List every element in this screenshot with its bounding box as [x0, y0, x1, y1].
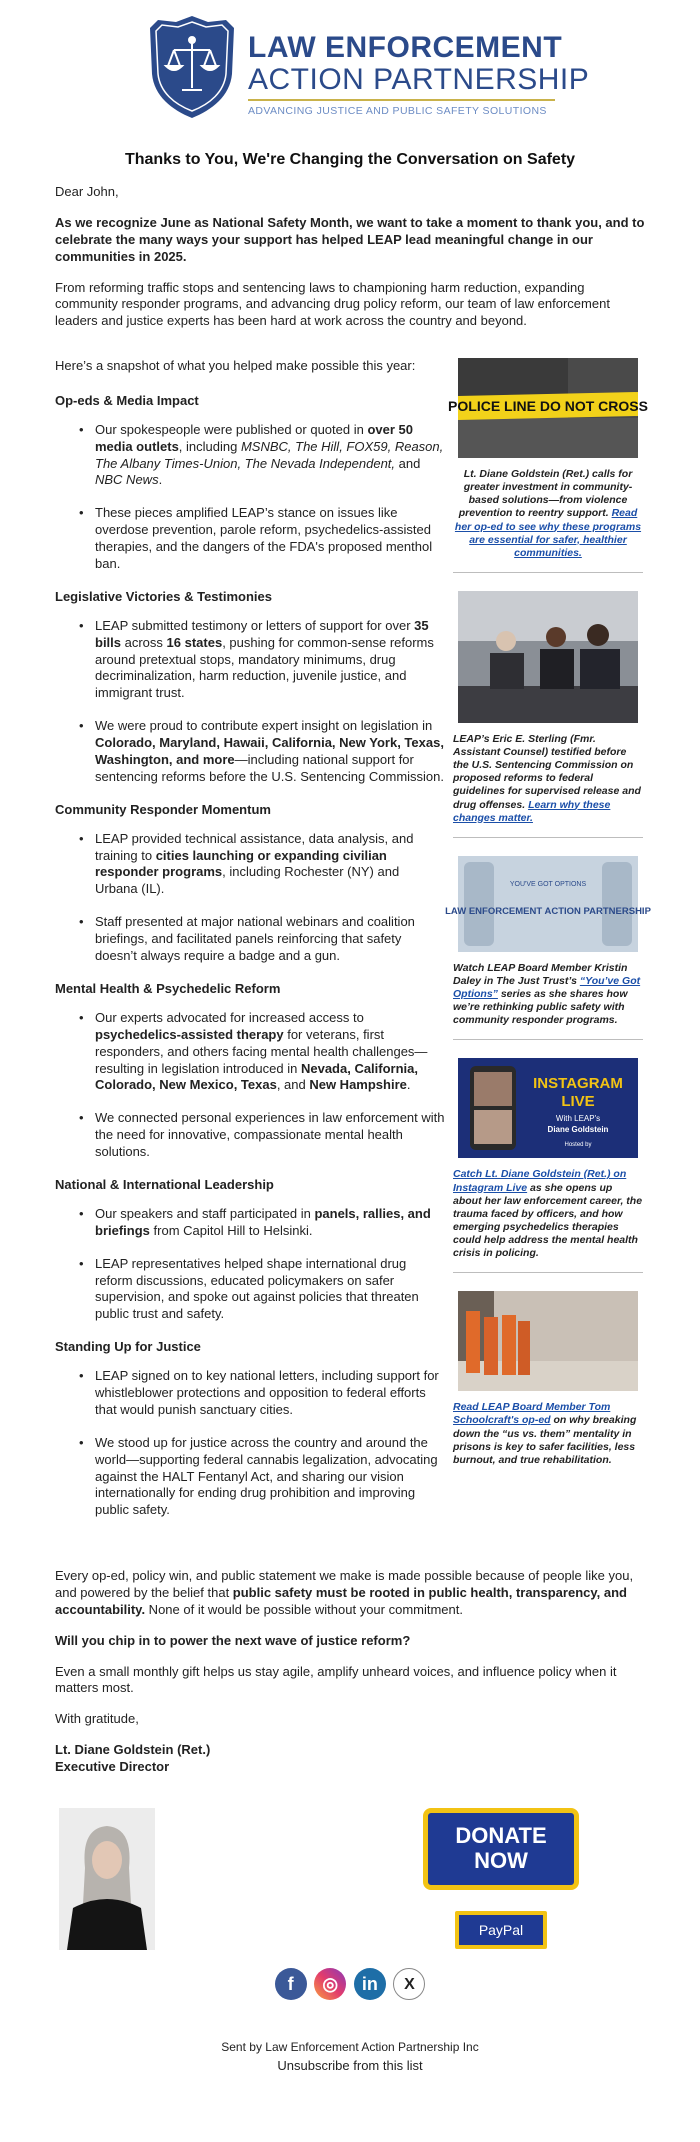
- intro-bold: As we recognize June as National Safety Month, we want to take a moment to thank you, and to celebrate the many ways your support has helped LEAP lead meaningful change in our communities in 2025.: [55, 214, 645, 264]
- text: .: [406, 1077, 411, 1093]
- unsubscribe-link[interactable]: Unsubscribe from this list: [277, 2058, 423, 2073]
- caption-text: Watch LEAP Board Member Kristin Daley in The Just Trust’s: [453, 961, 628, 987]
- intro-section: [55, 184, 650, 344]
- list-item: [55, 1206, 445, 1240]
- list-item: [55, 422, 445, 490]
- section-title-community: Community Responder Momentum: [55, 801, 271, 817]
- closing-section: [55, 1568, 650, 1776]
- donation-ask: Will you chip in to power the next wave of justice reform?: [55, 1632, 411, 1648]
- police-tape-text: POLICE LINE DO NOT CROSS: [448, 398, 648, 414]
- intro-paragraph: From reforming traffic stops and sentencing laws to championing harm reduction, expanding community responder programs, and advancing drug policy reform, our team of law enforcement leaders and justice experts has been hard at work across the country and beyond.: [55, 279, 610, 329]
- logo-line1: LAW ENFORCEMENT: [248, 31, 563, 64]
- police-tape-image[interactable]: [448, 358, 648, 458]
- text-bold: panels, rallies, and briefings: [95, 1205, 431, 1238]
- sidebar-item-oped: [448, 358, 648, 573]
- caption-text: as she opens up about her law enforcement career, the trauma faced by officers, and how emerging psychedelics therapies could help address the mental health crisis in policing.: [453, 1181, 643, 1260]
- list-item: • These pieces amplified LEAP’s stance on issues like overdose prevention, parole reform, psychedelics-assisted therapies, and the dangers of the FDA's proposed menthol ban.: [55, 505, 445, 573]
- list-item: • LEAP signed on to key national letters, including support for whistleblower protections and opposition to federal efforts that would punish sanctuary cities.: [55, 1368, 445, 1419]
- legislative-list: [55, 618, 445, 786]
- instagram-host: Hosted by: [564, 1142, 592, 1149]
- instagram-live-image[interactable]: [458, 1058, 638, 1158]
- shield-icon: [148, 14, 236, 120]
- video-subtitle: YOU'VE GOT OPTIONS: [509, 880, 587, 888]
- closing-paragraph: [55, 1568, 650, 1619]
- oped-list: [55, 422, 445, 573]
- snapshot-text: Here’s a snapshot of what you helped make possible this year:: [55, 358, 416, 373]
- caption-text: Lt. Diane Goldstein (Ret.) calls for greater investment in community-based solutions—from violence prevention to reentry support.: [458, 468, 633, 520]
- list-item: [55, 1010, 445, 1094]
- donate-line2: NOW: [474, 1848, 528, 1874]
- text-bold: 35 bills: [95, 617, 429, 650]
- instagram-title1: INSTAGRAM: [533, 1075, 623, 1093]
- text: and: [395, 455, 421, 471]
- text: LEAP submitted testimony or letters of support for over: [95, 617, 415, 633]
- testimony-link[interactable]: Learn why these changes matter.: [453, 798, 611, 824]
- national-list: [55, 1206, 445, 1323]
- sidebar-item-video: [445, 856, 651, 1041]
- list-item: • We stood up for justice across the country and around the world—supporting federal cannabis legalization, advocating against the HALT Fentanyl Act, and sharing our vision internationally for ending drug prohibition and improving public safety.: [55, 1435, 445, 1519]
- x-icon[interactable]: X: [393, 1968, 425, 2000]
- caption-text: series as she shares how we’re rethinking public safety with community responder programs.: [453, 988, 628, 1027]
- caption-instagram: [453, 1168, 643, 1260]
- text: across: [121, 634, 167, 650]
- list-item: [55, 831, 445, 899]
- text: None of it would be possible without your commitment.: [145, 1601, 463, 1617]
- testimony-photo[interactable]: [458, 591, 638, 723]
- instagram-sub2: Diane Goldstein: [547, 1125, 609, 1135]
- social-links: [0, 1968, 700, 2002]
- page-title: Thanks to You, We're Changing the Conversation on Safety: [124, 151, 576, 168]
- instagram-title2: LIVE: [561, 1093, 595, 1111]
- list-item: • Staff presented at major national webinars and coalition briefings, and facilitated panels reinforcing that safety doesn’t always require a badge and a gun.: [55, 914, 445, 965]
- prison-photo[interactable]: [458, 1291, 638, 1391]
- text-italic: NBC News: [95, 472, 159, 488]
- sidebar-item-prison: [453, 1291, 643, 1467]
- section-title-justice: Standing Up for Justice: [55, 1339, 201, 1355]
- text: , including Rochester (NY) and Urbana (IL).: [95, 864, 400, 897]
- instagram-icon[interactable]: ◎: [314, 1968, 346, 2000]
- leap-logo: [148, 14, 590, 124]
- logo-tagline: ADVANCING JUSTICE AND PUBLIC SAFETY SOLUTIONS: [248, 105, 547, 117]
- justice-list: [55, 1368, 445, 1519]
- text: LEAP provided technical assistance, data analysis, and training to: [95, 830, 414, 863]
- section-title-oped: Op-eds & Media Impact: [55, 392, 199, 408]
- prison-oped-link[interactable]: Read LEAP Board Member Tom Schoolcraft's op-ed: [453, 1401, 611, 1427]
- logo-divider: [248, 99, 555, 101]
- monthly-gift-text: Even a small monthly gift helps us stay agile, amplify unheard voices, and influence policy when it matters most.: [55, 1663, 617, 1696]
- section-title-mental-health: Mental Health & Psychedelic Reform: [55, 980, 281, 996]
- text: Our speakers and staff participated in: [95, 1205, 315, 1221]
- youve-got-options-image[interactable]: [445, 856, 651, 952]
- caption-text: LEAP’s Eric E. Sterling (Fmr. Assistant Counsel) testified before the U.S. Sentencing Commission on proposed reforms to federal guidelines for supervised release and drug offenses.: [453, 732, 641, 811]
- video-link[interactable]: “You’ve Got Options”: [453, 974, 641, 1000]
- video-title: LAW ENFORCEMENT ACTION PARTNERSHIP: [445, 905, 651, 917]
- divider: [453, 1272, 643, 1273]
- text: Our spokespeople were published or quoted in: [95, 421, 368, 437]
- logo-line2: ACTION PARTNERSHIP: [248, 63, 590, 96]
- executive-director-portrait: [59, 1808, 155, 1950]
- mental-health-list: [55, 1010, 445, 1161]
- text-bold: cities launching or expanding civilian responder programs: [95, 847, 387, 880]
- text: , and: [276, 1077, 310, 1093]
- text: —including national support for sentencing reforms before the U.S. Sentencing Commission.: [95, 752, 445, 784]
- facebook-icon[interactable]: f: [275, 1968, 307, 2000]
- text-bold: 16 states: [166, 634, 223, 650]
- divider: [453, 1039, 643, 1040]
- text: Our experts advocated for increased access to: [95, 1009, 364, 1025]
- list-item: • LEAP representatives helped shape international drug reform discussions, educated policymakers on safer supervision, and spoke out against policies that threaten public trust and safety.: [55, 1256, 445, 1324]
- instagram-sub1: With LEAP's: [555, 1114, 601, 1124]
- paypal-button[interactable]: PayPal: [455, 1911, 547, 1949]
- text-bold: over 50 media outlets: [95, 421, 414, 454]
- text: Every op-ed, policy win, and public statement we make is made possible because of people like you, and powered by the belief that: [55, 1568, 634, 1600]
- section-title-national: National & International Leadership: [55, 1176, 274, 1192]
- instagram-live-link[interactable]: Catch Lt. Diane Goldstein (Ret.) on Instagram Live: [453, 1168, 627, 1194]
- footer-sender: Sent by Law Enforcement Action Partnership Inc: [221, 2040, 479, 2054]
- text: , including: [178, 438, 241, 454]
- text-bold: New Hampshire: [309, 1077, 407, 1093]
- text: .: [158, 472, 163, 488]
- sidebar-item-testimony: [453, 591, 643, 838]
- donate-line1: DONATE: [455, 1823, 547, 1848]
- caption-text: on why breaking down the “us vs. them” mentality in prisons is key to safer facilities, less burnout, and true rehabilitation.: [453, 1414, 637, 1466]
- caption-prison: [453, 1401, 643, 1467]
- text-bold: psychedelics-assisted therapy: [95, 1026, 284, 1042]
- list-item: [55, 618, 445, 702]
- section-title-legislative: Legislative Victories & Testimonies: [55, 588, 272, 604]
- text-bold: Nevada, California, Colorado, New Mexico, Texas: [95, 1060, 419, 1093]
- highlights-column: [55, 358, 445, 1535]
- divider: [453, 572, 643, 573]
- signer-role: Executive Director: [55, 1759, 170, 1775]
- text-bold: public safety must be rooted in public health, transparency, and accountability.: [55, 1584, 627, 1617]
- text-bold: Colorado, Maryland, Hawaii, California, New York, Texas, Washington, and more: [95, 735, 444, 768]
- text: from Capitol Hill to Helsinki.: [149, 1222, 313, 1238]
- divider: [453, 837, 643, 838]
- text: We were proud to contribute expert insight on legislation in: [95, 718, 433, 734]
- text: , pushing for common-sense reforms around pretextual stops, mandatory minimums, drug decriminalization, harm reduction, juvenile justice, and immigrant trust.: [95, 634, 434, 701]
- signoff: With gratitude,: [55, 1711, 139, 1727]
- caption-testimony: [453, 733, 643, 825]
- list-item: • We connected personal experiences in law enforcement with the need for innovative, compassionate mental health solutions.: [55, 1110, 445, 1161]
- media-sidebar: [445, 358, 651, 1467]
- caption-oped: [453, 468, 643, 560]
- greeting: Dear John,: [55, 184, 119, 199]
- community-list: [55, 831, 445, 965]
- list-item: [55, 718, 445, 786]
- donate-now-button[interactable]: [423, 1808, 579, 1890]
- linkedin-icon[interactable]: in: [354, 1968, 386, 2000]
- caption-video: [453, 962, 643, 1028]
- text: for veterans, first responders, and others facing mental health challenges—resulting in legislation introduced in: [95, 1026, 428, 1076]
- signer-name: Lt. Diane Goldstein (Ret.): [55, 1742, 211, 1758]
- oped-link[interactable]: Read her op-ed to see why these programs are essential for safer, healthier communities.: [454, 507, 642, 559]
- sidebar-item-instagram: [453, 1058, 643, 1273]
- text-italic: MSNBC, The Hill, FOX59, Reason, The Albany Times-Union, The Nevada Independent,: [95, 438, 444, 471]
